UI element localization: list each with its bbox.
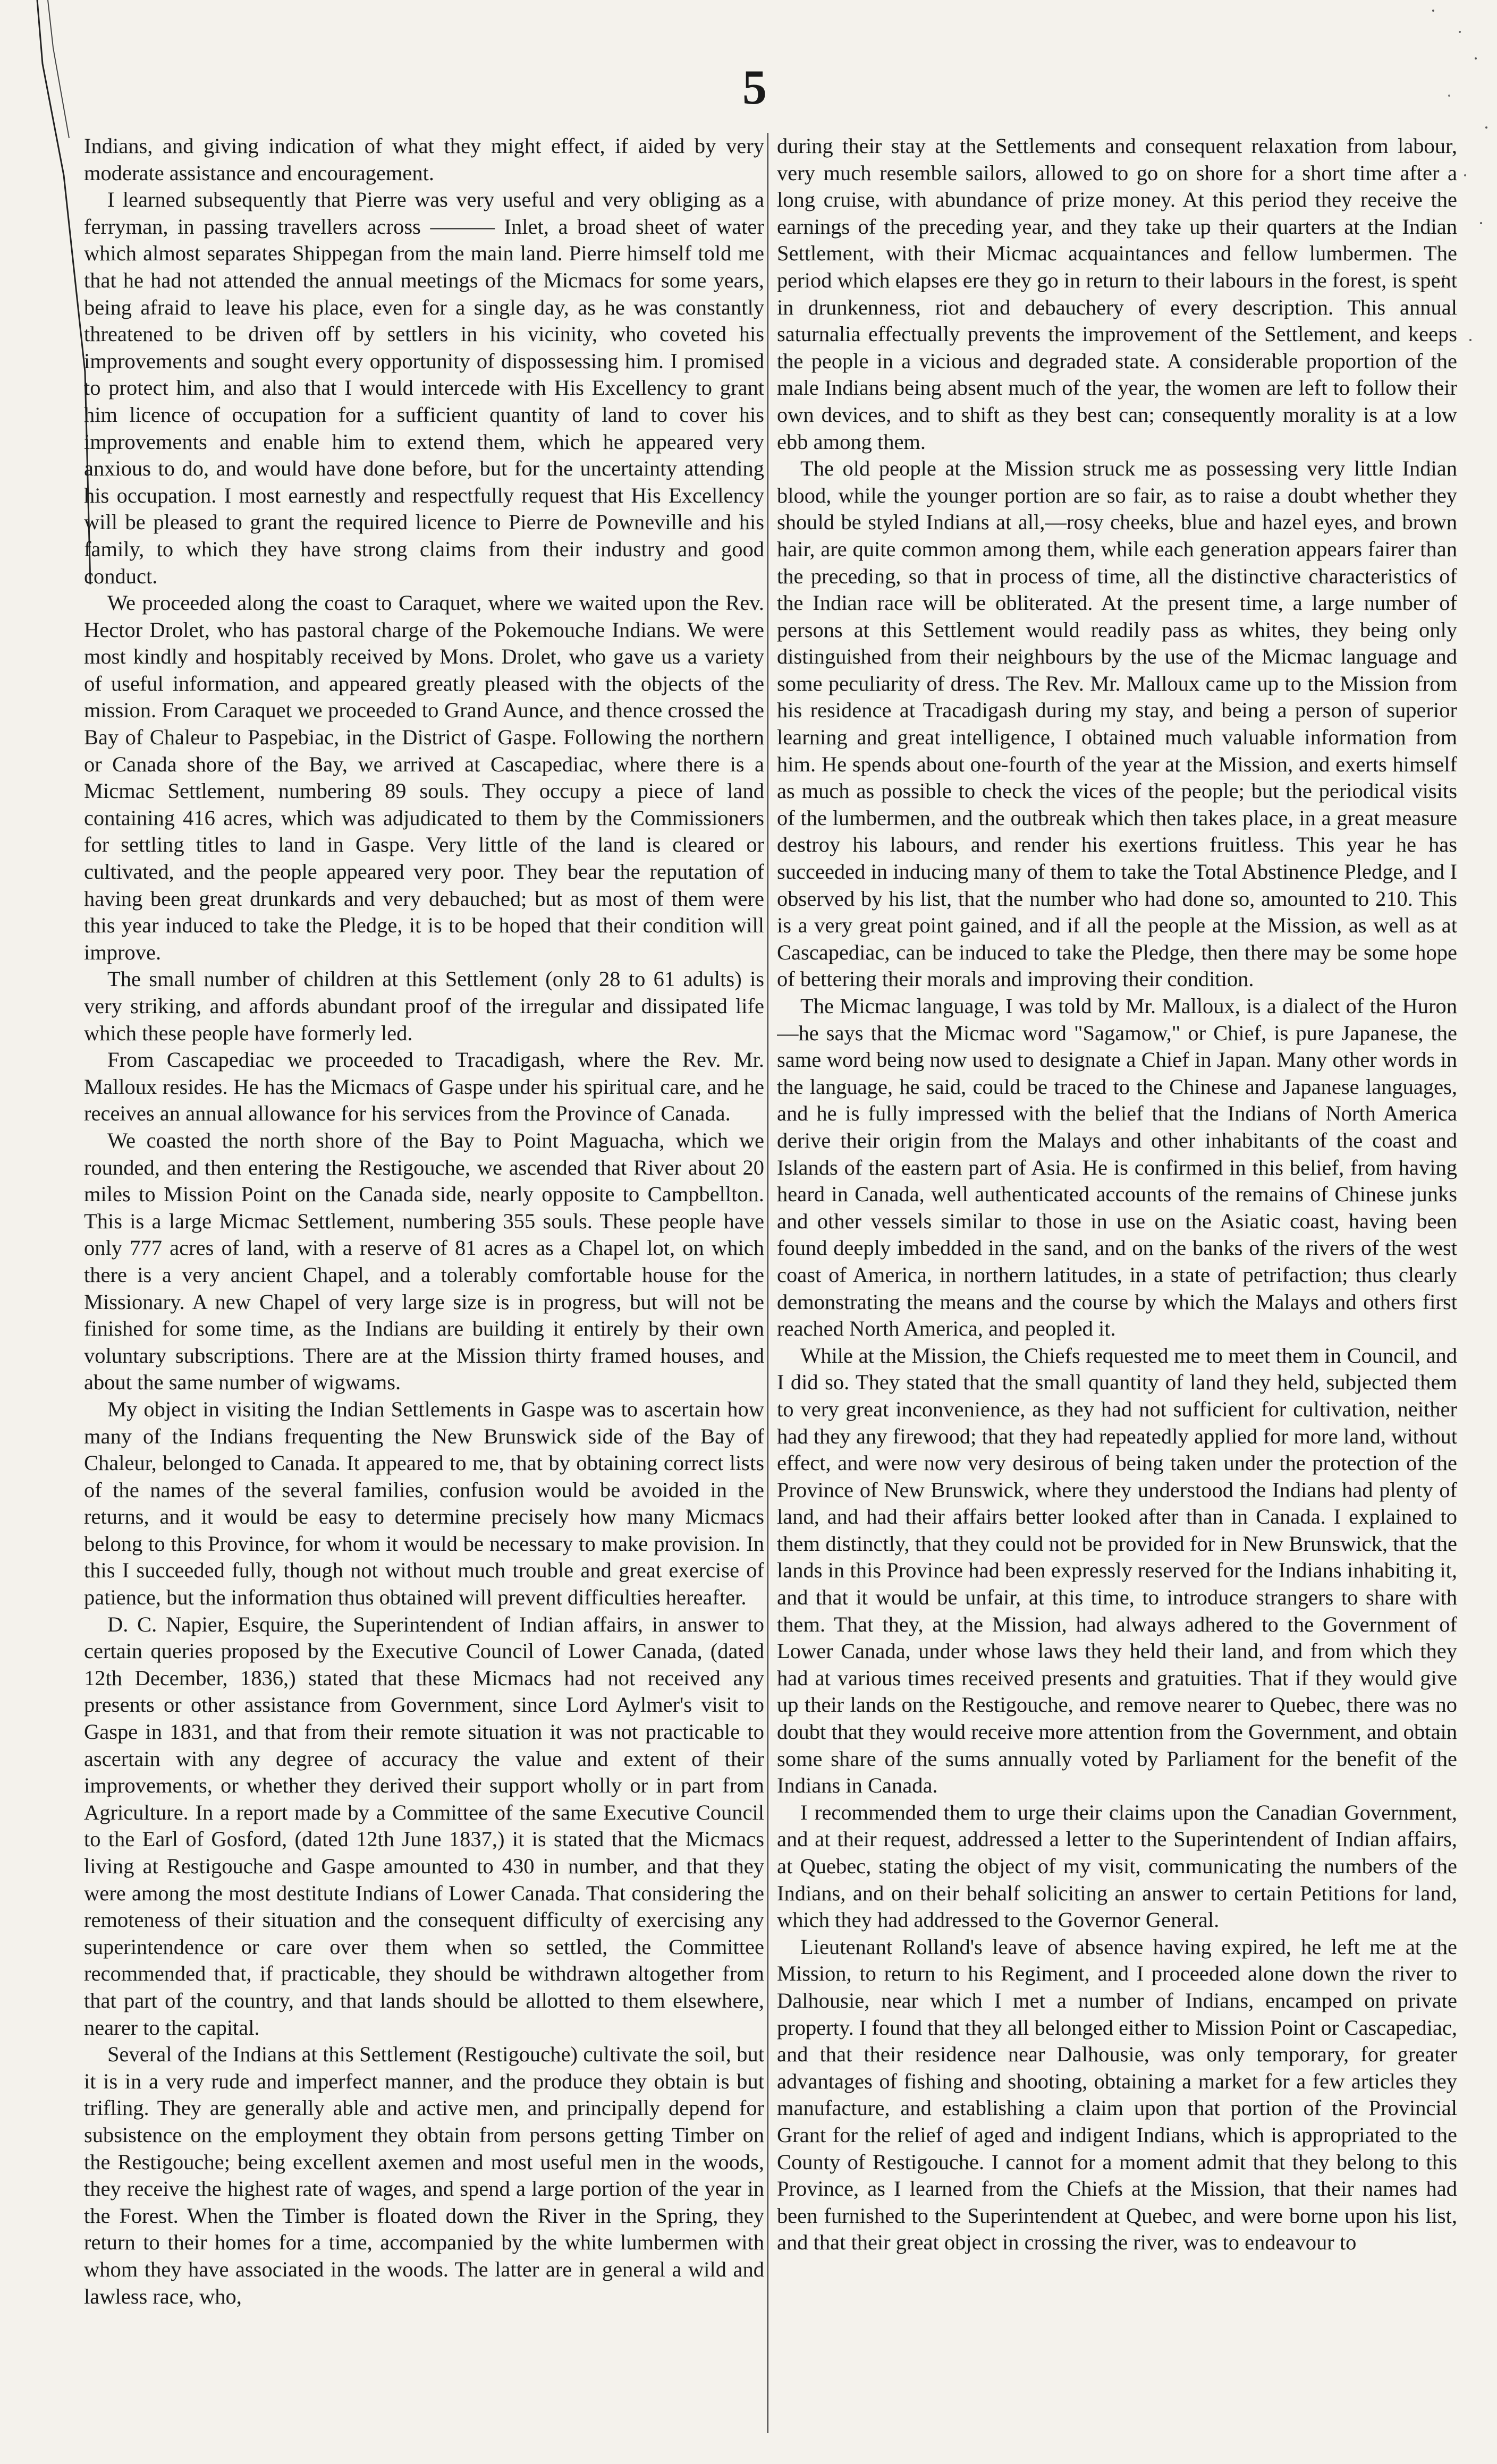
paragraph: I learned subsequently that Pierre was very useful and very obliging as a ferryman, in passing travellers across ——— Inlet, a broad sheet of water which almost separates Shippegan from the main land. Pierre himself told me that he had not attended the annual meetings of the Micmacs for some years, being afraid to leave his place, even for a single day, as he was constantly threatened to be driven off by settlers in his vicinity, who coveted his improvements and sought every opportunity of dispossessing him. I promised to protect him, and also that I would intercede with His Excellency to grant him licence of occupation for a sufficient quantity of land to cover his improvements and enable him to extend them, which he appeared very anxious to do, and would have done before, but for the uncertainty attending his occupation. I most earnestly and respectfully request that His Excellency will be pleased to grant the required licence to Pierre de Powneville and his family, to which they have strong claims from their industry and good conduct.	[84, 188, 764, 588]
right-text-column	[777, 133, 1457, 2438]
page-number: 5	[742, 60, 767, 114]
paragraph: during their stay at the Settlements and consequent relaxation from labour, very much resemble sailors, allowed to go on shore for a short time after a long cruise, with abundance of prize money. At this period they receive the earnings of the preceding year, and they take up their quarters at the Indian Settlement, with their Micmac acquaintances and fellow lumbermen. The period which elapses ere they go in return to their labours in the forest, is spent in drunkenness, riot and debauchery of every description. This annual saturnalia effectually prevents the improvement of the Settlement, and keeps the people in a vicious and degraded state. A considerable proportion of the male Indians being absent much of the year, the women are left to follow their own devices, and to shift as they best can; consequently morality is at a low ebb among them.	[777, 134, 1457, 454]
paragraph: We proceeded along the coast to Caraquet, where we waited upon the Rev. Hector Drolet, who has pastoral charge of the Pokemouche Indians. We were most kindly and hospitably received by Mons. Drolet, who gave us a variety of useful information, and appeared greatly pleased with the objects of the mission. From Caraquet we proceeded to Grand Aunce, and thence crossed the Bay of Chaleur to Paspebiac, in the District of Gaspe. Following the northern or Canada shore of the Bay, we arrived at Cascapediac, where there is a Micmac Settlement, numbering 89 souls. They occupy a piece of land containing 416 acres, which was adjudicated to them by the Commissioners for settling titles to land in Gaspe. Very little of the land is cleared or cultivated, and the people appeared very poor. They bear the reputation of having been great drunkards and very debauched; but as most of them were this year induced to take the Pledge, it is to be hoped that their condition will improve.	[84, 591, 764, 964]
paragraph: Several of the Indians at this Settlement (Restigouche) cultivate the soil, but it is in a very rude and imperfect manner, and the produce they obtain is but trifling. They are generally able and active men, and principally depend for subsistence on the employment they obtain from persons getting Timber on the Restigouche; being excellent axemen and most useful men in the woods, they receive the highest rate of wages, and spend a large portion of the year in the Forest. When the Timber is floated down the River in the Spring, they return to their homes for a time, accompanied by the white lumbermen with whom they have associated in the woods. The latter are in general a wild and lawless race, who,	[84, 2042, 764, 2308]
column-divider	[767, 133, 768, 2433]
paragraph: I recommended them to urge their claims upon the Canadian Government, and at their request, addressed a letter to the Superintendent of Indian affairs, at Quebec, stating the object of my visit, communicating the numbers of the Indians, and on their behalf soliciting an answer to certain Petitions for land, which they had addressed to the Governor General.	[777, 1800, 1457, 1932]
paragraph: D. C. Napier, Esquire, the Superintendent of Indian affairs, in answer to certain queries proposed by the Executive Council of Lower Canada, (dated 12th December, 1836,) stated that these Micmacs had not received any presents or other assistance from Government, since Lord Aylmer's visit to Gaspe in 1831, and that from their remote situation it was not practicable to ascertain with any degree of accuracy the value and extent of their improvements, or whether they derived their support wholly or in part from Agriculture. In a report made by a Committee of the same Executive Council to the Earl of Gosford, (dated 12th June 1837,) it is stated that the Micmacs living at Restigouche and Gaspe amounted to 430 in number, and that they were among the most destitute Indians of Lower Canada. That considering the remoteness of their situation and the consequent difficulty of exercising any superintendence or care over them when so settled, the Committee recommended that, if practicable, they should be withdrawn altogether from that part of the country, and that lands should be allotted to them elsewhere, nearer to the capital.	[84, 1612, 764, 2040]
paragraph: The small number of children at this Settlement (only 28 to 61 adults) is very striking, and affords abundant proof of the irregular and dissipated life which these people have formerly led.	[84, 967, 764, 1045]
paragraph: We coasted the north shore of the Bay to Point Maguacha, which we rounded, and then entering the Restigouche, we ascended that River about 20 miles to Mission Point on the Canada side, nearly opposite to Campbellton. This is a large Micmac Settlement, numbering 355 souls. These people have only 777 acres of land, with a reserve of 81 acres as a Chapel lot, on which there is a very ancient Chapel, and a tolerably comfortable house for the Missionary. A new Chapel of very large size is in progress, but will not be finished for some time, as the Indians are building it entirely by their own voluntary subscriptions. There are at the Mission thirty framed houses, and about the same number of wigwams.	[84, 1128, 764, 1395]
left-text-column	[84, 133, 764, 2438]
paragraph: Lieutenant Rolland's leave of absence having expired, he left me at the Mission, to return to his Regiment, and I proceeded alone down the river to Dalhousie, near which I met a number of Indians, encamped on private property. I found that they all belonged either to Mission Point or Cascapediac, and that their residence near Dalhousie, was only temporary, for greater advantages of fishing and shooting, obtaining a market for a few articles they manufacture, and establishing a claim upon that portion of the Provincial Grant for the relief of aged and indigent Indians, which is appropriated to the County of Restigouche. I cannot for a moment admit that they belong to this Province, as I learned from the Chiefs at the Mission, that their names had been furnished to the Superintendent at Quebec, and were borne upon his list, and that their great object in crossing the river, was to endeavour to	[777, 1934, 1457, 2255]
paragraph: While at the Mission, the Chiefs requested me to meet them in Council, and I did so. They stated that the small quantity of land they held, subjected them to very great inconvenience, as they had not sufficient for cultivation, neither had they any firewood; that they had repeatedly applied for more land, without effect, and were now very desirous of being taken under the protection of the Province of New Brunswick, where they understood the Indians had plenty of land, and had their affairs better looked after than in Canada. I explained to them distinctly, that they could not be provided for in New Brunswick, that the lands in this Province had been expressly reserved for the Indians inhabiting it, and that it would be unfair, at this time, to introduce strangers to share with them. That they, at the Mission, had always adhered to the Government of Lower Canada, under whose laws they held their land, and from which they had at various times received presents and gratuities. That if they would give up their lands on the Restigouche, and remove nearer to Quebec, there was no doubt that they would receive more attention from the Government, and obtain some share of the sums annually voted by Parliament for the benefit of the Indians in Canada.	[777, 1343, 1457, 1798]
paragraph: The old people at the Mission struck me as possessing very little Indian blood, while the younger portion are so fair, as to raise a doubt whether they should be styled Indians at all,—rosy cheeks, blue and hazel eyes, and brown hair, are quite common among them, while each generation appears fairer than the preceding, so that in process of time, all the distinctive characteristics of the Indian race will be obliterated. At the present time, a large number of persons at this Settlement would readily pass as whites, they being only distinguished from their neighbours by the use of the Micmac language and some peculiarity of dress. The Rev. Mr. Malloux came up to the Mission from his residence at Tracadigash during my stay, and being a person of superior learning and great intelligence, I obtained much valuable information from him. He spends about one-fourth of the year at the Mission, and exerts himself as much as possible to check the vices of the people; but the periodical visits of the lumbermen, and the outbreak which then takes place, in a great measure destroy his labours, and render his exertions fruitless. This year he has succeeded in inducing many of them to take the Total Abstinence Pledge, and I observed by his list, that the number who had done so, amounted to 210. This is a very great point gained, and if all the people at the Mission, as well as at Cascapediac, can be induced to take the Pledge, then there may be some hope of bettering their morals and improving their condition.	[777, 456, 1457, 991]
paragraph: The Micmac language, I was told by Mr. Malloux, is a dialect of the Huron—he says that the Micmac word "Sagamow," or Chief, is pure Japanese, the same word being now used to designate a Chief in Japan. Many other words in the language, he said, could be traced to the Chinese and Japanese languages, and he is fully impressed with the belief that the Indians of North America derive their origin from the Malays and other inhabitants of the coast and Islands of the eastern part of Asia. He is confirmed in this belief, from having heard in Canada, well authenticated accounts of the remains of Chinese junks and other vessels similar to those in use on the Asiatic coast, having been found deeply imbedded in the sand, and on the banks of the rivers of the west coast of America, in northern latitudes, in a state of petrifaction; thus clearly demonstrating the means and the course by which the Malays and others first reached North America, and peopled it.	[777, 994, 1457, 1341]
paragraph: My object in visiting the Indian Settlements in Gaspe was to ascertain how many of the Indians frequenting the New Brunswick side of the Bay of Chaleur, belonged to Canada. It appeared to me, that by obtaining correct lists of the names of the several families, confusion would be avoided in the returns, and it would be easy to determine precisely how many Micmacs belong to this Province, for whom it would be necessary to make provision. In this I succeeded fully, though not without much trouble and great exercise of patience, but the information thus obtained will prevent difficulties hereafter.	[84, 1397, 764, 1610]
paragraph: From Cascapediac we proceeded to Tracadigash, where the Rev. Mr. Malloux resides. He has the Micmacs of Gaspe under his spiritual care, and he receives an annual allowance for his services from the Province of Canada.	[84, 1048, 764, 1126]
paragraph: Indians, and giving indication of what they might effect, if aided by very moderate assistance and encouragement.	[84, 134, 764, 185]
